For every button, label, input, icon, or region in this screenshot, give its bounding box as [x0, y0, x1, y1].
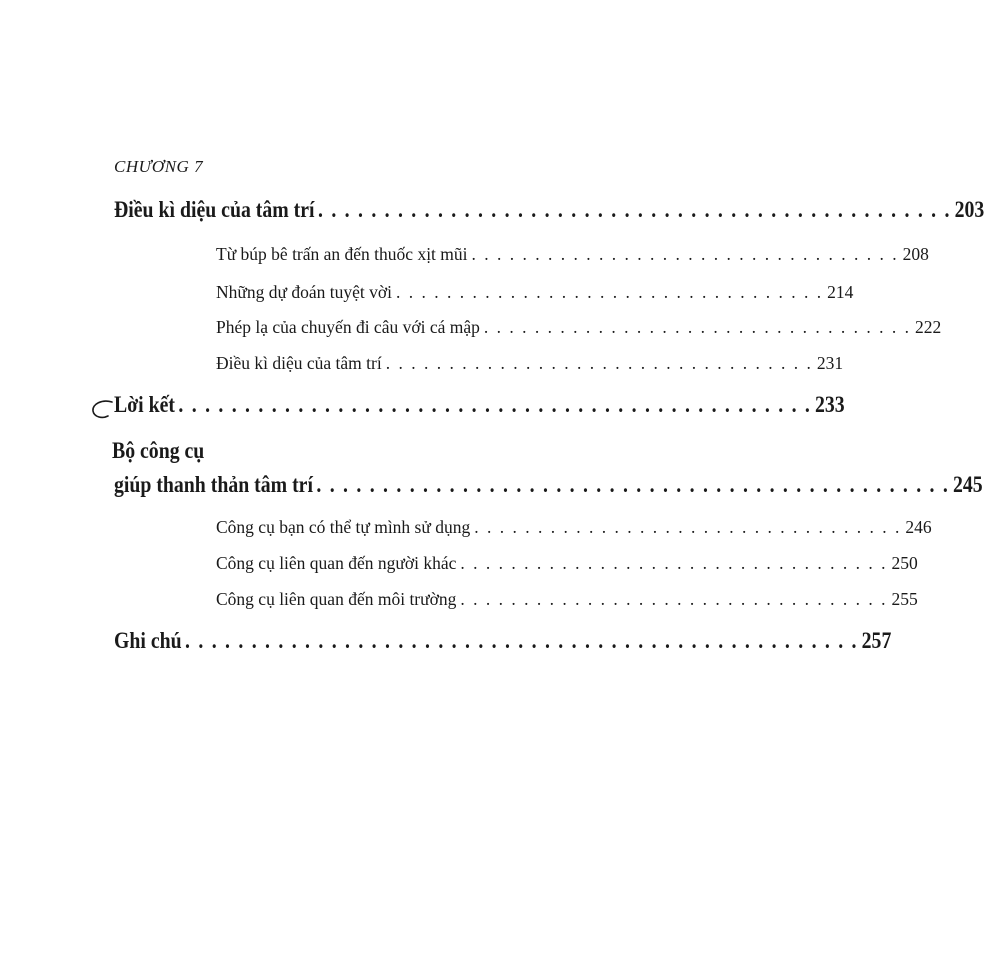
- toc-entry-title: Từ búp bê trấn an đến thuốc xịt mũi: [216, 244, 468, 264]
- toc-entry-section: [216, 282, 854, 303]
- toc-entry-page: 203: [954, 197, 984, 222]
- dot-leader: . . . . . . . . . . . . . . . . . . . . . . . . . . . . . . . . . .: [460, 553, 888, 573]
- toc-entry-section: [216, 353, 844, 374]
- toc-entry-title: Công cụ liên quan đến người khác: [216, 553, 457, 573]
- toc-entry-title: Điều kì diệu của tâm trí: [114, 197, 315, 222]
- toc-entry-toolkit: [114, 472, 983, 498]
- chapter-label: CHƯƠNG 7: [114, 157, 204, 176]
- toc-entry-page: 250: [891, 553, 918, 573]
- toc-entry-section: [216, 517, 932, 538]
- dot-leader: . . . . . . . . . . . . . . . . . . . . . . . . . . . . . . . . . .: [385, 353, 813, 373]
- toc-entry-section: [216, 244, 929, 265]
- toc-entry-chapter-title: [114, 197, 984, 223]
- dot-leader: . . . . . . . . . . . . . . . . . . . . . . . . . . . . . . . . . . . . . . . . . . . . . . . .: [317, 197, 952, 222]
- toc-entry-section: [216, 589, 918, 610]
- toc-entry-title: Điều kì diệu của tâm trí: [216, 353, 382, 373]
- dot-leader: . . . . . . . . . . . . . . . . . . . . . . . . . . . . . . . . . .: [483, 317, 912, 337]
- toc-entry-section: [216, 317, 942, 338]
- dot-leader: . . . . . . . . . . . . . . . . . . . . . . . . . . . . . . . . . . . . . . . . . . . . . . . .: [178, 392, 812, 417]
- dot-leader: . . . . . . . . . . . . . . . . . . . . . . . . . . . . . . . . . .: [395, 282, 824, 302]
- toc-entry-page: 255: [891, 589, 918, 609]
- toc-entry-title: Công cụ bạn có thể tự mình sử dụng: [216, 517, 471, 537]
- dot-leader: . . . . . . . . . . . . . . . . . . . . . . . . . . . . . . . . . .: [471, 244, 899, 264]
- toc-entry-page: 208: [902, 244, 929, 264]
- toc-entry-notes: [114, 628, 892, 654]
- dot-leader: . . . . . . . . . . . . . . . . . . . . . . . . . . . . . . . . . .: [460, 589, 888, 609]
- toc-entry-title: Ghi chú: [114, 628, 182, 653]
- toc-entry-title: Lời kết: [114, 392, 175, 417]
- toc-entry-page: 245: [952, 472, 983, 497]
- toc-entry-title: Công cụ liên quan đến môi trường: [216, 589, 457, 609]
- toc-entry-title: Những dự đoán tuyệt vời: [216, 282, 392, 302]
- dot-leader: . . . . . . . . . . . . . . . . . . . . . . . . . . . . . . . . . . . . . . . . . . . . . . . . . . .: [185, 628, 859, 653]
- toc-entry-epilogue: [114, 392, 845, 418]
- toc-entry-title: giúp thanh thản tâm trí: [114, 472, 313, 497]
- dot-leader: . . . . . . . . . . . . . . . . . . . . . . . . . . . . . . . . . .: [474, 517, 902, 537]
- dot-leader: . . . . . . . . . . . . . . . . . . . . . . . . . . . . . . . . . . . . . . . . . . . . . . . .: [316, 472, 950, 497]
- toc-entry-page: 214: [827, 282, 854, 302]
- toc-entry-page: 246: [905, 517, 932, 537]
- toc-entry-page: 231: [816, 353, 844, 373]
- toc-entry-title: Phép lạ của chuyến đi câu với cá mập: [216, 317, 480, 337]
- toc-entry-page: 222: [915, 317, 942, 337]
- toc-entry-section: [216, 553, 918, 574]
- toc-entry-toolkit-line1: Bộ công cụ: [112, 438, 205, 463]
- toc-entry-page: 233: [815, 392, 845, 417]
- toc-entry-page: 257: [861, 628, 892, 653]
